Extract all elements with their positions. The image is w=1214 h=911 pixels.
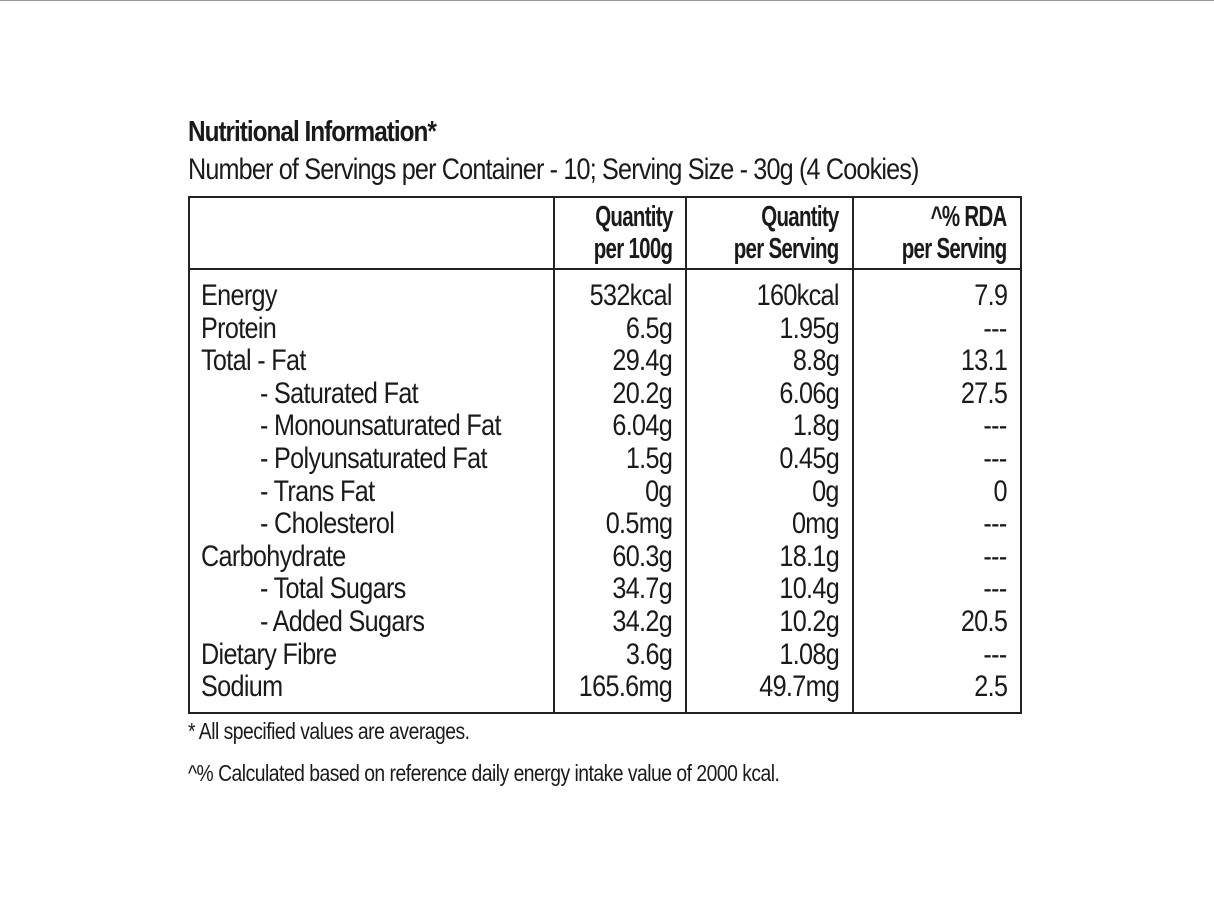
table-row xyxy=(189,508,1021,541)
nutrient-name: - Added Sugars xyxy=(260,604,425,638)
value-rda: --- xyxy=(853,313,1021,346)
value-per-serving: 8.8g xyxy=(686,345,853,378)
nutrient-name: Carbohydrate xyxy=(201,539,346,573)
nutrient-name: - Cholesterol xyxy=(260,507,395,541)
table-row xyxy=(189,345,1021,378)
table-row xyxy=(189,443,1021,476)
value-per-serving: 160kcal xyxy=(686,269,853,313)
value-rda: 20.5 xyxy=(853,606,1021,639)
table-row xyxy=(189,378,1021,411)
nutrient-name: - Total Sugars xyxy=(260,572,406,606)
value-per-100g: 34.7g xyxy=(554,573,686,606)
header-nutrient xyxy=(189,197,554,269)
nutrient-name: Total - Fat xyxy=(201,344,306,378)
value-per-serving: 0.45g xyxy=(686,443,853,476)
value-per-100g: 6.5g xyxy=(554,313,686,346)
table-row xyxy=(189,541,1021,574)
footnote-rda: ^% Calculated based on reference daily energy intake value of 2000 kcal. xyxy=(188,760,780,786)
value-per-serving: 1.95g xyxy=(686,313,853,346)
value-rda: --- xyxy=(853,639,1021,672)
footnote-averages: * All specified values are averages. xyxy=(188,718,470,744)
header-rda: ^% RDA per Serving xyxy=(853,197,1021,269)
value-per-serving: 0g xyxy=(686,476,853,509)
value-rda: --- xyxy=(853,410,1021,443)
value-per-serving: 49.7mg xyxy=(686,671,853,713)
nutrient-name: Dietary Fibre xyxy=(201,637,337,671)
value-rda: --- xyxy=(853,508,1021,541)
nutrient-name: - Polyunsaturated Fat xyxy=(260,441,487,475)
value-per-100g: 532kcal xyxy=(554,269,686,313)
value-per-100g: 6.04g xyxy=(554,410,686,443)
value-rda: 7.9 xyxy=(853,269,1021,313)
top-rule xyxy=(0,0,1214,1)
nutrient-name: - Trans Fat xyxy=(260,474,375,508)
value-per-100g: 0g xyxy=(554,476,686,509)
value-per-100g: 1.5g xyxy=(554,443,686,476)
value-per-100g: 3.6g xyxy=(554,639,686,672)
value-per-100g: 165.6mg xyxy=(554,671,686,713)
value-per-100g: 20.2g xyxy=(554,378,686,411)
value-per-100g: 60.3g xyxy=(554,541,686,574)
header-per-100g: Quantity per 100g xyxy=(554,197,686,269)
value-per-serving: 1.08g xyxy=(686,639,853,672)
nutrient-name: - Monounsaturated Fat xyxy=(260,409,501,443)
nutrient-name: Sodium xyxy=(201,670,283,704)
table-row xyxy=(189,410,1021,443)
value-per-serving: 18.1g xyxy=(686,541,853,574)
table-row xyxy=(189,639,1021,672)
page-title: Nutritional Information* xyxy=(188,116,436,148)
value-rda: 13.1 xyxy=(853,345,1021,378)
table-row xyxy=(189,671,1021,713)
table-header-row xyxy=(189,197,1021,269)
table-row xyxy=(189,606,1021,639)
value-rda: 0 xyxy=(853,476,1021,509)
value-rda: --- xyxy=(853,573,1021,606)
table-row xyxy=(189,573,1021,606)
value-per-100g: 34.2g xyxy=(554,606,686,639)
value-per-100g: 0.5mg xyxy=(554,508,686,541)
nutrient-name: Protein xyxy=(201,311,277,345)
value-rda: --- xyxy=(853,443,1021,476)
table-row xyxy=(189,476,1021,509)
value-rda: 2.5 xyxy=(853,671,1021,713)
header-per-serving: Quantity per Serving xyxy=(686,197,853,269)
nutrient-name: - Saturated Fat xyxy=(260,376,419,410)
value-per-serving: 10.4g xyxy=(686,573,853,606)
value-per-100g: 29.4g xyxy=(554,345,686,378)
value-per-serving: 0mg xyxy=(686,508,853,541)
value-per-serving: 6.06g xyxy=(686,378,853,411)
serving-info: Number of Servings per Container - 10; Serving Size - 30g (4 Cookies) xyxy=(188,153,919,186)
nutrition-table xyxy=(188,196,1022,714)
nutrient-name: Energy xyxy=(201,279,277,312)
value-per-serving: 1.8g xyxy=(686,410,853,443)
table-row xyxy=(189,269,1021,313)
value-rda: --- xyxy=(853,541,1021,574)
value-rda: 27.5 xyxy=(853,378,1021,411)
table-row xyxy=(189,313,1021,346)
value-per-serving: 10.2g xyxy=(686,606,853,639)
